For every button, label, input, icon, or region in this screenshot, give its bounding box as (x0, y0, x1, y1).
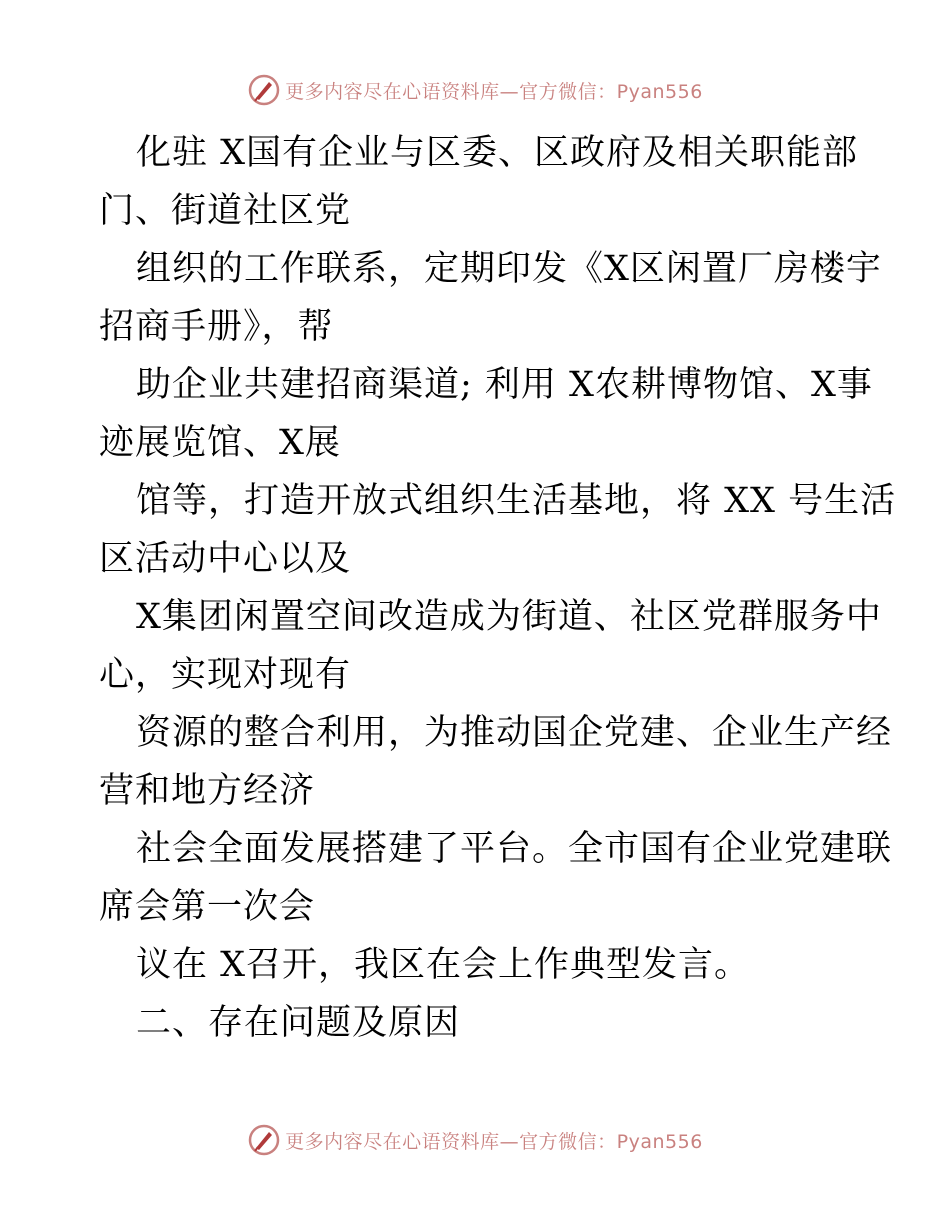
text-line: X集团闲置空间改造成为街道、社区党群服务中 (136, 597, 882, 637)
text-line: 化驻 X国有企业与区委、区政府及相关职能部 (136, 133, 859, 173)
document-body (99, 124, 897, 1052)
text-line: 营和地方经济 (99, 771, 316, 811)
text-line: 社会全面发展搭建了平台。全市国有企业党建联 (136, 829, 893, 869)
quill-logo-icon (247, 73, 281, 107)
header-watermark (0, 70, 950, 110)
text-line: 席会第一次会 (99, 887, 316, 927)
text-line: 区活动中心以及 (99, 539, 352, 579)
text-line: 心，实现对现有 (99, 655, 352, 695)
text-line: 二、存在问题及原因 (136, 1003, 461, 1043)
text-line: 助企业共建招商渠道; 利用 X农耕博物馆、X事 (136, 365, 873, 405)
text-line: 招商手册》，帮 (99, 307, 334, 347)
text-line: 门、街道社区党 (99, 191, 352, 231)
header-watermark-text: 更多内容尽在心语资料库—官方微信：Pyan556 (285, 80, 703, 103)
footer-watermark-text: 更多内容尽在心语资料库—官方微信：Pyan556 (285, 1130, 703, 1153)
text-line: 议在 X召开，我区在会上作典型发言。 (136, 945, 751, 985)
footer-watermark (0, 1120, 950, 1160)
text-line: 迹展览馆、X展 (99, 423, 341, 463)
quill-logo-icon (247, 1123, 281, 1157)
text-line: 组织的工作联系，定期印发《X区闲置厂房楼宇 (136, 249, 882, 289)
text-line: 馆等，打造开放式组织生活基地，将 XX 号生活 (136, 481, 897, 521)
text-line: 资源的整合利用，为推动国企党建、企业生产经 (136, 713, 893, 753)
